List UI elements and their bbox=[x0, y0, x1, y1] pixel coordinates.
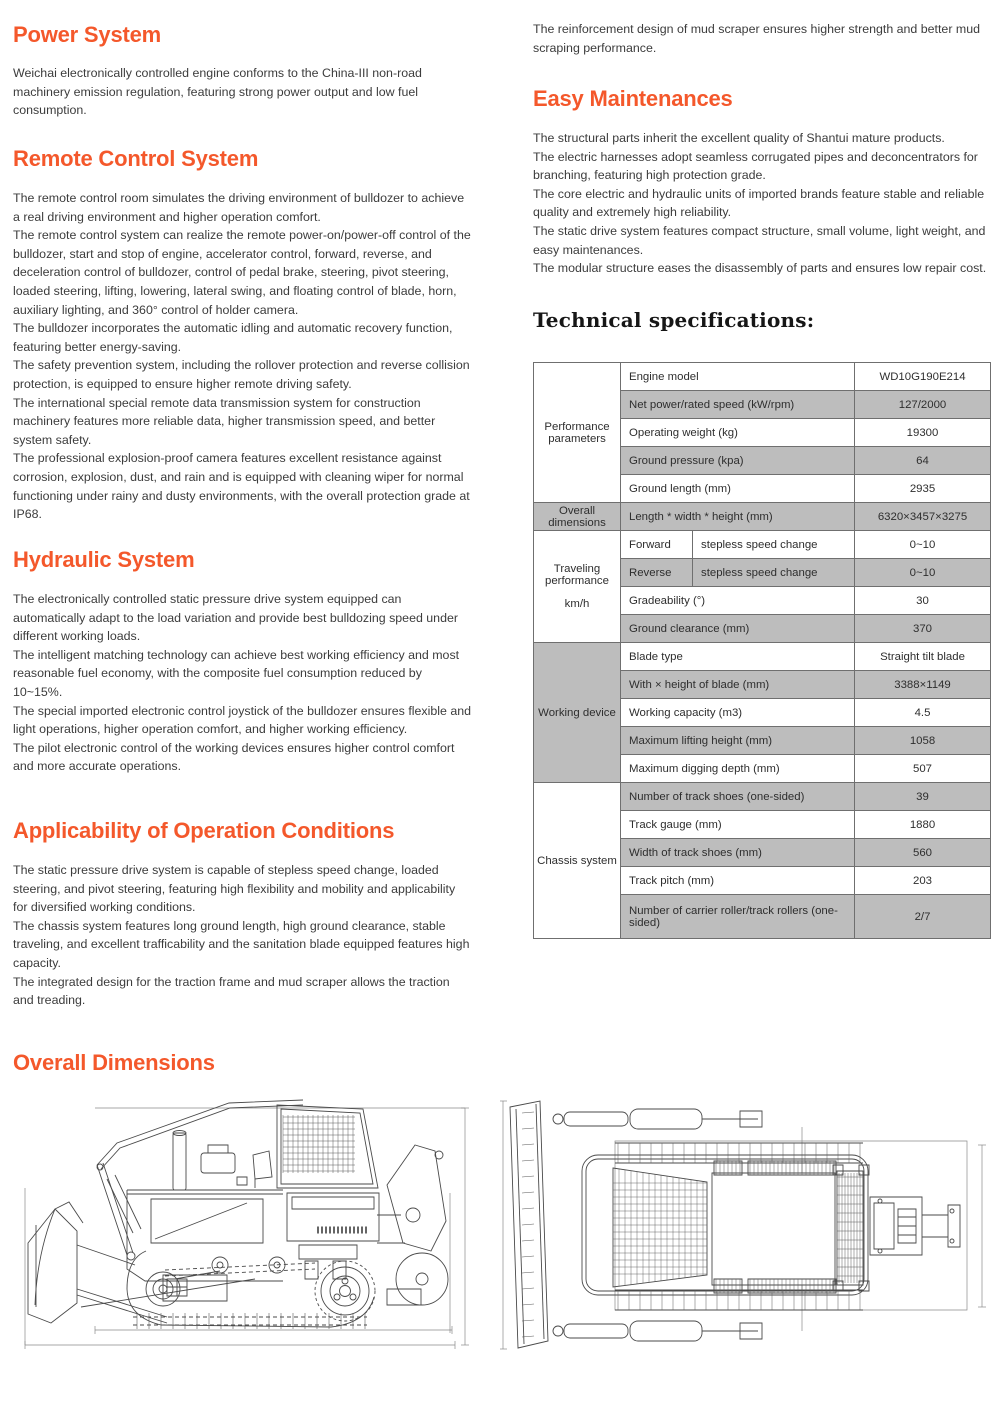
spec-label-cell: Working capacity (m3) bbox=[621, 699, 855, 727]
spec-value-cell: 507 bbox=[855, 755, 991, 783]
ripper-winch bbox=[377, 1145, 448, 1305]
rear-screen-grid bbox=[837, 1173, 863, 1283]
spec-label-cell: Ground length (mm) bbox=[621, 475, 855, 503]
spec-value-cell: 3388×1149 bbox=[855, 671, 991, 699]
dimension-lines bbox=[25, 1108, 469, 1349]
paragraph: The electric harnesses adopt seamless corrugated pipes and deconcentrators for branching, featuring high protection grade. bbox=[533, 149, 978, 183]
paragraph: The bulldozer incorporates the automatic idling and automatic recovery function, featuring better energy-saving. bbox=[13, 321, 453, 354]
engine-hood-mesh-outline bbox=[613, 1168, 707, 1287]
spec-label-cell: Maximum lifting height (mm) bbox=[621, 727, 855, 755]
paragraph: The integrated design for the traction frame and mud scraper allows the traction and treading. bbox=[13, 974, 450, 1008]
technical-specifications-table bbox=[533, 362, 991, 939]
section-heading-remote-control-system: Remote Control System bbox=[13, 146, 259, 171]
paragraph: The special imported electronic control joystick of the bulldozer ensures flexible and light operations, higher operation comfort, and higher working efficiency. bbox=[13, 703, 471, 737]
spec-value-cell: 0~10 bbox=[855, 559, 991, 587]
table-row bbox=[534, 643, 991, 671]
spec-value-cell: 6320×3457×3275 bbox=[855, 503, 991, 531]
section-heading-hydraulic-system: Hydraulic System bbox=[13, 547, 195, 572]
spec-label-cell: Blade type bbox=[621, 643, 855, 671]
spec-value-cell: 203 bbox=[855, 867, 991, 895]
spec-label-cell: Forward bbox=[621, 531, 693, 559]
spec-value-cell: 370 bbox=[855, 615, 991, 643]
engine-hood bbox=[287, 1193, 379, 1279]
spec-label-cell: Reverse bbox=[621, 559, 693, 587]
spec-value-cell: 30 bbox=[855, 587, 991, 615]
hydraulic-system-text bbox=[13, 590, 471, 776]
spec-group-name: Traveling performance bbox=[545, 563, 609, 587]
section-heading-overall-dimensions: Overall Dimensions bbox=[13, 1050, 215, 1075]
spec-value-cell: 4.5 bbox=[855, 699, 991, 727]
paragraph: The intelligent matching technology can achieve best working efficiency and most reasonable fuel economy, with the composite fuel consumption reduced by 10~15%. bbox=[13, 647, 460, 699]
spec-value-cell: Straight tilt blade bbox=[855, 643, 991, 671]
table-row bbox=[534, 503, 991, 531]
spec-value-cell: 127/2000 bbox=[855, 391, 991, 419]
track-assembly bbox=[127, 1251, 375, 1327]
spec-value-cell: 1058 bbox=[855, 727, 991, 755]
spec-label-cell: Ground pressure (kpa) bbox=[621, 447, 855, 475]
paragraph: The static pressure drive system is capable of stepless speed change, loaded steering, and pivot steering, featuring high flexibility and mobility and applicability for diversified working conditions. bbox=[13, 863, 456, 915]
table-row bbox=[534, 531, 991, 559]
paragraph: The remote control room simulates the driving environment of bulldozer to achieve a real driving environment and higher operation comfort. bbox=[13, 191, 465, 224]
engine-hood-mesh bbox=[613, 1168, 707, 1287]
spec-group-cell bbox=[534, 531, 621, 643]
section-heading-easy-maintenances: Easy Maintenances bbox=[533, 86, 733, 111]
spec-label-cell: With × height of blade (mm) bbox=[621, 671, 855, 699]
spec-label-cell: Length * width * height (mm) bbox=[621, 503, 855, 531]
paragraph: The remote control system can realize the remote power-on/power-off control of the bulldozer, start and stop of engine, accelerator control, forward, reverse, and deceleration control of bulldozer, control of pedal brake, steering, pivot steering, loaded steering, lifting, lowering, lateral swing, and floating control of blade, horn, auxiliary lighting, and 360° control of holder camera. bbox=[13, 228, 471, 317]
power-system-text bbox=[13, 64, 471, 120]
paragraph: The reinforcement design of mud scraper ensures higher strength and better mud scraping performance. bbox=[533, 22, 980, 55]
spec-label-cell: Net power/rated speed (kW/rpm) bbox=[621, 391, 855, 419]
bulldozer-side-view-drawing bbox=[15, 1093, 485, 1398]
ripper-top bbox=[870, 1197, 960, 1255]
spec-value-cell: 2/7 bbox=[855, 895, 991, 939]
paragraph: The professional explosion-proof camera features excellent resistance against corrosion, explosion, dust, and rain and is equipped with cleaning wiper for normal functioning under rainy and dusty environments, with the overall protection grade at IP68. bbox=[13, 451, 470, 522]
push-arm-top bbox=[553, 1109, 762, 1129]
paragraph: The electronically controlled static pressure drive system equipped can automatically adapt to the load variation and provide best bulldozing speed under different working loads. bbox=[13, 592, 458, 644]
spec-label-cell: Width of track shoes (mm) bbox=[621, 839, 855, 867]
spec-value-cell: 0~10 bbox=[855, 531, 991, 559]
paragraph: The core electric and hydraulic units of imported brands feature stable and reliable quality and extremely high reliability. bbox=[533, 186, 985, 220]
easy-maintenances-text bbox=[533, 129, 991, 278]
spec-value-cell: 1880 bbox=[855, 811, 991, 839]
table-row bbox=[534, 363, 991, 391]
paragraph: The chassis system features long ground length, high ground clearance, stable traveling, and excellent trafficability and the sanitation blade equipped features high capacity. bbox=[13, 918, 470, 970]
spec-label-cell: Gradeability (°) bbox=[621, 587, 855, 615]
paragraph: Weichai electronically controlled engine conforms to the China-III non-road machinery emission regulation, featuring strong power output and low fuel consumption. bbox=[13, 66, 422, 118]
remote-control-system-text bbox=[13, 189, 471, 524]
spec-sublabel-cell: stepless speed change bbox=[693, 531, 855, 559]
spec-value-cell: 2935 bbox=[855, 475, 991, 503]
paragraph: The pilot electronic control of the working devices ensures higher control comfort and more accurate operations. bbox=[13, 740, 455, 774]
spec-label-cell: Track pitch (mm) bbox=[621, 867, 855, 895]
spec-label-cell: Ground clearance (mm) bbox=[621, 615, 855, 643]
canopy bbox=[97, 1100, 303, 1260]
spec-label-cell: Operating weight (kg) bbox=[621, 419, 855, 447]
spec-label-cell: Number of carrier roller/track rollers (one-sided) bbox=[621, 895, 855, 939]
spec-group-cell: Working device bbox=[534, 643, 621, 783]
mud-scraper-text bbox=[533, 20, 991, 57]
section-heading-power-system: Power System bbox=[13, 22, 162, 47]
technical-specifications-heading: Technical specifications: bbox=[533, 308, 815, 332]
spec-label-cell: Track gauge (mm) bbox=[621, 811, 855, 839]
push-arm-bottom bbox=[553, 1321, 762, 1341]
paragraph: The static drive system features compact structure, small volume, light weight, and easy maintenances. bbox=[533, 223, 986, 257]
cab-grid-screen bbox=[283, 1115, 355, 1173]
bulldozer-top-view-drawing bbox=[500, 1085, 990, 1365]
spec-sublabel-cell: stepless speed change bbox=[693, 559, 855, 587]
cab-opening bbox=[712, 1173, 835, 1285]
applicability-text bbox=[13, 861, 471, 1010]
spec-value-cell: 64 bbox=[855, 447, 991, 475]
spec-group-cell: Performance parameters bbox=[534, 363, 621, 503]
paragraph: The structural parts inherit the excellent quality of Shantui mature products. bbox=[533, 131, 945, 145]
spec-label-cell: Maximum digging depth (mm) bbox=[621, 755, 855, 783]
table-row bbox=[534, 783, 991, 811]
spec-label-cell: Number of track shoes (one-sided) bbox=[621, 783, 855, 811]
paragraph: The international special remote data transmission system for construction machinery features more reliable data, higher transmission speed, and better system safety. bbox=[13, 395, 436, 447]
spec-group-cell: Overall dimensions bbox=[534, 503, 621, 531]
spec-label-cell: Engine model bbox=[621, 363, 855, 391]
paragraph: The modular structure eases the disassembly of parts and ensures low repair cost. bbox=[533, 261, 987, 276]
body bbox=[127, 1131, 283, 1302]
spec-value-cell: 19300 bbox=[855, 419, 991, 447]
spec-group-cell: Chassis system bbox=[534, 783, 621, 939]
blade-tick-marks bbox=[522, 1112, 534, 1337]
spec-value-cell: WD10G190E214 bbox=[855, 363, 991, 391]
spec-value-cell: 39 bbox=[855, 783, 991, 811]
section-heading-applicability: Applicability of Operation Conditions bbox=[13, 818, 395, 843]
spec-value-cell: 560 bbox=[855, 839, 991, 867]
cab bbox=[277, 1105, 378, 1188]
spec-group-unit: km/h bbox=[564, 598, 590, 610]
paragraph: The safety prevention system, including the rollover protection and reverse collision protection, is equipped to ensure higher remote driving safety. bbox=[13, 358, 470, 391]
